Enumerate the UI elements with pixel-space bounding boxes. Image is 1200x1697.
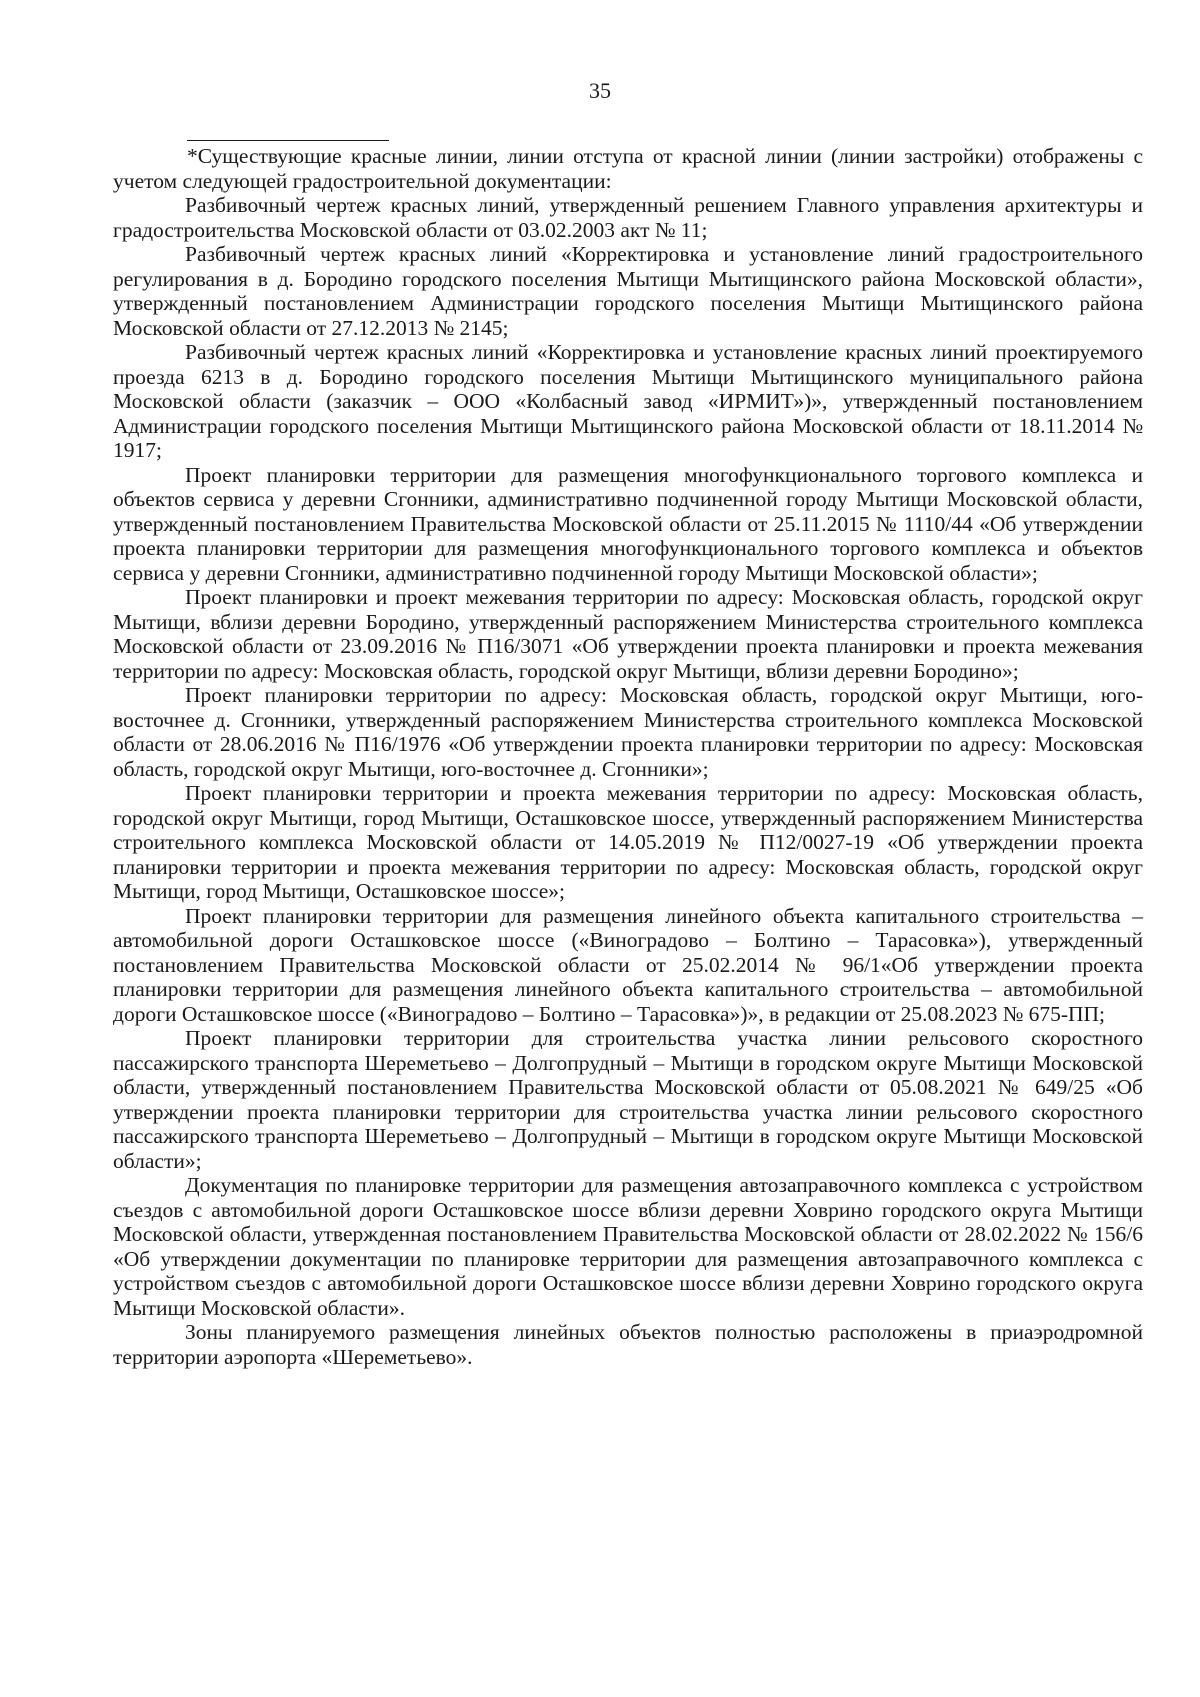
document-paragraph: Проект планировки территории по адресу: Московская область, городской округ Мытищи, юго-восточнее д. Сгонники, утвержденный распоряжением Министерства строительного комплекса Московской области от 28.06.2016 № П16/1976 «Об утверждении проекта планировки территории по адресу: Московская область, городской округ Мытищи, юго-восточнее д. Сгонники»; <box>113 683 1143 781</box>
footnote-divider <box>187 140 389 141</box>
document-paragraph: Проект планировки территории для размещения линейного объекта капитального строительства – автомобильной дороги Осташковское шоссе («Виноградово – Болтино – Тарасовка»), утвержденный постановлением Правительства Московской области от 25.02.2014 № 96/1«Об утверждении проекта планировки территории для размещения линейного объекта капитального строительства – автомобильной дороги Осташковское шоссе («Виноградово – Болтино – Тарасовка»)», в редакции от 25.08.2023 № 675-ПП; <box>113 903 1143 1026</box>
document-paragraph: Проект планировки территории и проекта межевания территории по адресу: Московская область, городской округ Мытищи, город Мытищи, Осташковское шоссе, утвержденный распоряжением Министерства строительного комплекса Московской области от 14.05.2019 № П12/0027-19 «Об утверждении проекта планировки территории и проекта межевания территории по адресу: Московская область, городской округ Мытищи, город Мытищи, Осташковское шоссе»; <box>113 781 1143 903</box>
document-paragraph: Проект планировки территории для размещения многофункционального торгового комплекса и объектов сервиса у деревни Сгонники, административно подчиненной городу Мытищи Московской области, утвержденный постановлением Правительства Московской области от 25.11.2015 № 1110/44 «Об утверждении проекта планировки территории для размещения многофункционального торгового комплекса и объектов сервиса у деревни Сгонники, административно подчиненной городу Мытищи Московской области»; <box>113 462 1143 585</box>
document-paragraph: Разбивочный чертеж красных линий «Корректировка и установление красных линий проектируемого проезда 6213 в д. Бородино городского поселения Мытищи Мытищинского муниципального района Московской области (заказчик – ООО «Колбасный завод «ИРМИТ»)», утвержденный постановлением Администрации городского поселения Мытищи Мытищинского района Московской области от 18.11.2014 № 1917; <box>113 340 1143 462</box>
page-number: 35 <box>589 78 611 103</box>
closing-paragraph: Зоны планируемого размещения линейных объектов полностью расположены в приаэродромной территории аэропорта «Шереметьево». <box>113 1320 1143 1369</box>
document-paragraph: Документация по планировке территории для размещения автозаправочного комплекса с устройством съездов с автомобильной дороги Осташковское шоссе вблизи деревни Ховрино городского округа Мытищи Московской области, утвержденная постановлением Правительства Московской области от 28.02.2022 № 156/6 «Об утверждении документации по планировке территории для размещения автозаправочного комплекса с устройством съездов с автомобильной дороги Осташковское шоссе вблизи деревни Ховрино городского округа Мытищи Московской области». <box>113 1173 1143 1320</box>
footnote-intro-paragraph: *Существующие красные линии, линии отступа от красной линии (линии застройки) отображены с учетом следующей градостроительной документации: <box>113 144 1143 193</box>
document-paragraph: Разбивочный чертеж красных линий «Корректировка и установление линий градостроительного регулирования в д. Бородино городского поселения Мытищи Мытищинского района Московской области», утвержденный постановлением Администрации городского поселения Мытищи Мытищинского района Московской области от 27.12.2013 № 2145; <box>113 242 1143 340</box>
document-paragraph: Проект планировки и проект межевания территории по адресу: Московская область, городской округ Мытищи, вблизи деревни Бородино, утвержденный распоряжением Министерства строительного комплекса Московской области от 23.09.2016 № П16/3071 «Об утверждении проекта планировки и проекта межевания территории по адресу: Московская область, городской округ Мытищи, вблизи деревни Бородино»; <box>113 585 1143 683</box>
document-body <box>113 144 1143 1369</box>
document-paragraph: Проект планировки территории для строительства участка линии рельсового скоростного пассажирского транспорта Шереметьево – Долгопрудный – Мытищи в городском округе Мытищи Московской области, утвержденный постановлением Правительства Московской области от 05.08.2021 № 649/25 «Об утверждении проекта планировки территории для строительства участка линии рельсового скоростного пассажирского транспорта Шереметьево – Долгопрудный – Мытищи в городском округе Мытищи Московской области»; <box>113 1026 1143 1173</box>
document-paragraph: Разбивочный чертеж красных линий, утвержденный решением Главного управления архитектуры и градостроительства Московской области от 03.02.2003 акт № 11; <box>113 193 1143 242</box>
